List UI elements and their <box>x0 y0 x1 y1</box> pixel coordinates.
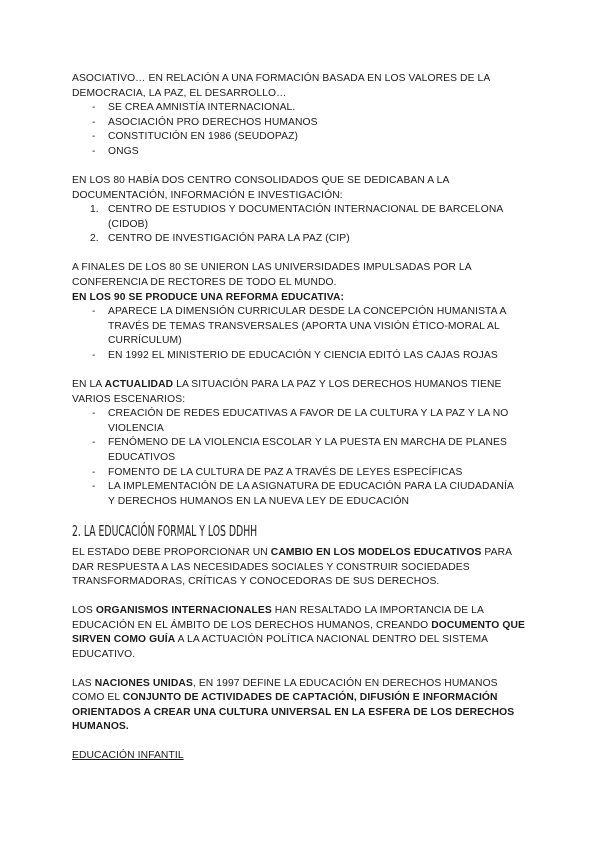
naciones-line-1: LAS NACIONES UNIDAS, EN 1997 DEFINE LA EDUCACIÓN EN DERECHOS HUMANOS <box>72 677 498 689</box>
naciones-line-3 <box>72 706 532 721</box>
bullet-dash: - <box>92 437 96 449</box>
list-item: CONSTITUCIÓN EN 1986 (SEUDOPAZ) <box>108 131 298 143</box>
organismos-bold-2: DOCUMENTO QUE <box>431 619 525 631</box>
list-number: 2. <box>90 233 99 245</box>
organismos-line-4: EDUCATIVO. <box>72 648 136 660</box>
estado-bold: CAMBIO EN LOS MODELOS EDUCATIVOS <box>270 547 482 558</box>
list-item: ONGS <box>108 146 139 157</box>
organismos-line-1: LOS ORGANISMOS INTERNACIONALES HAN RESALTADO LA IMPORTANCIA DE LA <box>72 605 484 616</box>
bullet-dash: - <box>92 146 96 157</box>
para-fin80-line-1: A FINALES DE LOS 80 SE UNIERON LAS UNIVERSIDADES IMPULSADAS POR LA <box>72 262 472 274</box>
subheading-educacion-infantil: EDUCACIÓN INFANTIL <box>72 750 184 762</box>
bullet-dash: - <box>92 116 96 128</box>
intro-line-2: DEMOCRACIA, LA PAZ, EL DESARROLLO… <box>72 87 287 99</box>
list-item-line-2: EDUCATIVOS <box>108 452 176 463</box>
list-item: ASOCIACIÓN PRO DERECHOS HUMANOS <box>108 116 318 128</box>
naciones-line-4 <box>72 720 532 735</box>
actualidad-line-2: VARIOS ESCENARIOS: <box>72 393 186 405</box>
naciones-bold-2: CONJUNTO DE ACTIVIDADES DE CAPTACIÓN, DIFUSIÓN E INFORMACIÓN <box>122 692 498 704</box>
ordered-item-1-line-2: (CIDOB) <box>108 218 149 230</box>
bullet-dash: - <box>92 408 96 420</box>
naciones-bold-4: HUMANOS. <box>72 721 129 733</box>
list-item-line-1: FENÓMENO DE LA VIOLENCIA ESCOLAR Y LA PUESTA EN MARCHA DE PLANES <box>108 437 507 449</box>
list-item-line-1: LA IMPLEMENTACIÓN DE LA ASIGNATURA DE EDUCACIÓN PARA LA CIUDADANÍA <box>108 481 514 493</box>
actualidad-line-1: EN LA ACTUALIDAD LA SITUACIÓN PARA LA PAZ Y LOS DERECHOS HUMANOS TIENE <box>72 379 502 390</box>
list-item-line-2: TRAVÉS DE TEMAS TRANSVERSALES (APORTA UNA VISIÓN ÉTICO-MORAL AL <box>108 320 500 332</box>
intro-line-1: ASOCIATIVO… EN RELACIÓN A UNA FORMACIÓN BASADA EN LOS VALORES DE LA <box>72 73 491 84</box>
organismos-line-3: SIRVEN COMO GUÍA A LA ACTUACIÓN POLÍTICA NACIONAL DENTRO DEL SISTEMA <box>72 634 489 646</box>
bullet-dash: - <box>92 306 96 318</box>
naciones-bold: NACIONES UNIDAS <box>94 677 193 689</box>
list-item-line-1: CREACIÓN DE REDES EDUCATIVAS A FAVOR DE LA CULTURA Y LA PAZ Y LA NO <box>108 408 509 420</box>
reforma-heading: EN LOS 90 SE PRODUCE UNA REFORMA EDUCATIVA: <box>72 291 345 303</box>
estado-line-1: EL ESTADO DEBE PROPORCIONAR UN CAMBIO EN LOS MODELOS EDUCATIVOS PARA <box>72 547 513 558</box>
organismos-line-2: EDUCACIÓN EN EL ÁMBITO DE LOS DERECHOS HUMANOS, CREANDO DOCUMENTO QUE <box>72 619 525 631</box>
para-80-line-2: DOCUMENTACIÓN, INFORMACIÓN E INVESTIGACIÓN: <box>72 189 343 201</box>
naciones-line-2: COMO EL CONJUNTO DE ACTIVIDADES DE CAPTACIÓN, DIFUSIÓN E INFORMACIÓN <box>72 692 498 704</box>
bullet-dash: - <box>92 131 96 143</box>
list-item: SE CREA AMNISTÍA INTERNACIONAL. <box>108 102 296 114</box>
actualidad-bold: ACTUALIDAD <box>104 379 174 390</box>
para-80-line-1: EN LOS 80 HABÍA DOS CENTRO CONSOLIDADOS QUE SE DEDICABAN A LA <box>72 175 450 186</box>
list-item-line-2: Y DERECHOS HUMANOS EN LA NUEVA LEY DE EDUCACIÓN <box>108 495 410 507</box>
organismos-bold: ORGANISMOS INTERNACIONALES <box>95 605 272 616</box>
list-item-line-1: EN 1992 EL MINISTERIO DE EDUCACIÓN Y CIENCIA EDITÓ LAS CAJAS ROJAS <box>108 350 498 361</box>
ordered-item-1-line-1: CENTRO DE ESTUDIOS Y DOCUMENTACIÓN INTERNACIONAL DE BARCELONA <box>108 204 504 216</box>
naciones-bold-3: ORIENTADOS A CREAR UNA CULTURA UNIVERSAL EN LA ESFERA DE LOS DERECHOS <box>72 706 515 718</box>
bullet-dash: - <box>92 466 96 478</box>
section-heading: 2. LA EDUCACIÓN FORMAL Y LOS DDHH <box>72 522 258 540</box>
list-item-line-1: FOMENTO DE LA CULTURA DE PAZ A TRAVÉS DE LEYES ESPECÍFICAS <box>108 466 463 478</box>
list-number: 1. <box>90 204 99 216</box>
para-fin80-line-2: CONFERENCIA DE RECTORES DE TODO EL MUNDO. <box>72 277 337 288</box>
organismos-bold-3: SIRVEN COMO GUÍA <box>72 634 176 646</box>
list-item-line-1: APARECE LA DIMENSIÓN CURRICULAR DESDE LA CONCEPCIÓN HUMANISTA A <box>108 306 507 318</box>
bullet-dash: - <box>92 481 96 493</box>
list-item-line-2: VIOLENCIA <box>108 422 164 434</box>
bullet-dash: - <box>92 350 96 361</box>
ordered-item-2-line-1: CENTRO DE INVESTIGACIÓN PARA LA PAZ (CIP) <box>108 233 350 245</box>
list-item-line-3: CURRÍCULUM) <box>108 335 182 347</box>
estado-line-3: TRANSFORMADORAS, CRÍTICAS Y CONOCEDORAS DE SUS DERECHOS. <box>72 576 440 588</box>
estado-line-2: DAR RESPUESTA A LAS NECESIDADES SOCIALES Y CONSTRUIR SOCIEDADES <box>72 561 470 573</box>
bullet-dash: - <box>92 102 96 114</box>
